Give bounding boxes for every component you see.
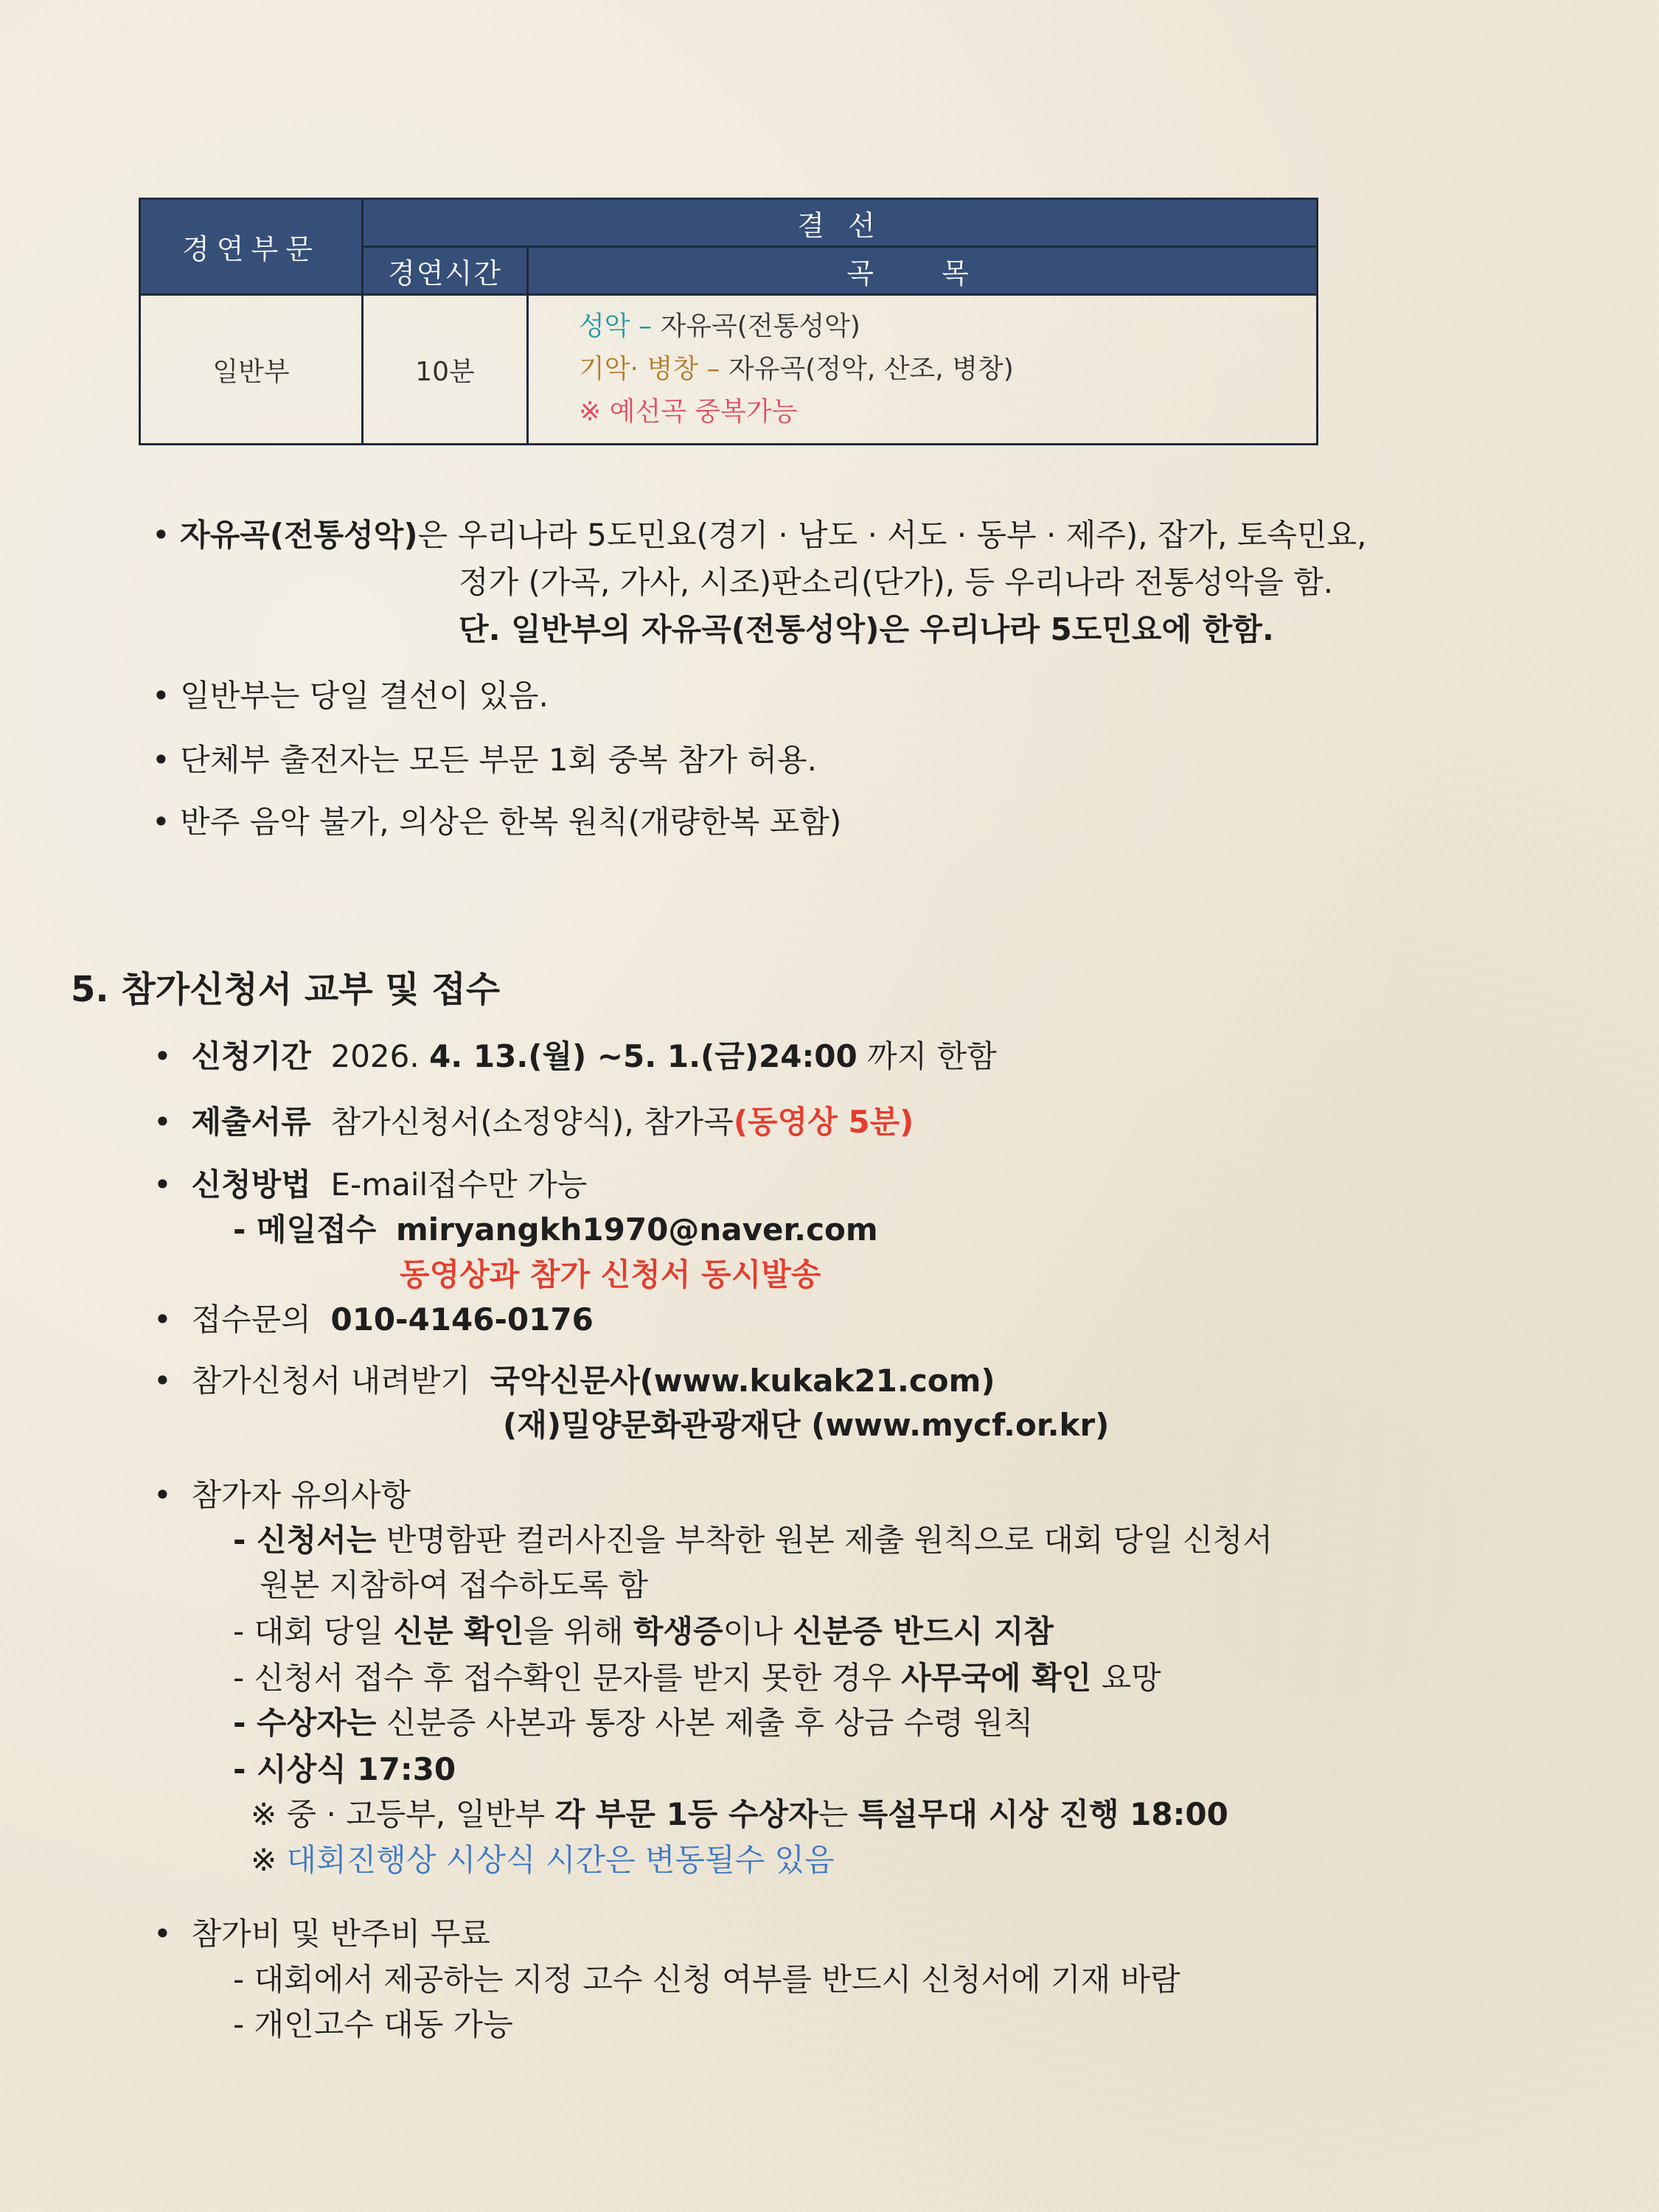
fee-item: • 참가비 및 반주비 무료 [153, 1916, 490, 1952]
caution-3 [233, 1654, 1161, 1698]
note-general-final-text: 일반부는 당일 결선이 있음. [180, 678, 549, 714]
caution-3-a: - 신청서 접수 후 접수확인 문자를 받지 못한 경우 [233, 1660, 902, 1696]
note-general-final: • 일반부는 당일 결선이 있음. [152, 678, 549, 714]
caution-2 [233, 1607, 1054, 1652]
vocal-label: 성악 [579, 311, 630, 341]
contact-item: • 접수문의 010-4146-0176 [153, 1301, 594, 1338]
vocal-sep: – [630, 311, 661, 341]
piece-line-vocal [579, 305, 1316, 348]
piece-line-note: ※ 예선곡 중복가능 [579, 397, 798, 427]
caution-4-bold: - 수상자는 [233, 1705, 377, 1741]
period-dates: 4. 13.(월) ~5. 1.(금)24:00 [429, 1038, 858, 1074]
period-year: 2026. [330, 1038, 430, 1074]
caution-2-d: 학생증 [633, 1613, 723, 1649]
caution-7 [251, 1836, 835, 1880]
header-division: 경연부문 [140, 199, 363, 295]
caution-4 [233, 1699, 1033, 1743]
note-free-song: • 자유곡(전통성악)은 우리나라 5도민요(경기 · 남도 · 서도 · 동부 · 제주), 잡가, 토속민요, [152, 517, 1367, 553]
note-free-song-bold: 자유곡(전통성악) [180, 517, 418, 553]
caution-7-text: 대회진행상 시상식 시간은 변동될수 있음 [286, 1842, 835, 1878]
note-costume: • 반주 음악 불가, 의상은 한복 원칙(개량한복 포함) [152, 804, 842, 840]
fee-2: - 개인고수 대동 가능 [233, 2006, 513, 2042]
instrument-label: 기악· 병창 [579, 354, 698, 384]
download-label: 참가신청서 내려받기 [191, 1363, 470, 1399]
docs-label: 제출서류 [191, 1104, 311, 1140]
caution-6-a: ※ 중 · 고등부, 일반부 [251, 1796, 555, 1832]
note-costume-text: 반주 음악 불가, 의상은 한복 원칙(개량한복 포함) [180, 804, 842, 840]
method-label: 신청방법 [191, 1166, 311, 1203]
instrument-text: 자유곡(정악, 산조, 병창) [728, 354, 1014, 384]
note-group-text: 단체부 출전자는 모든 부문 1회 중복 참가 허용. [180, 742, 817, 778]
download-item: • 참가신청서 내려받기 국악신문사(www.kukak21.com) [153, 1363, 995, 1399]
caution-6-c: 는 [818, 1796, 858, 1832]
caution-item: • 참가자 유의사항 [153, 1477, 411, 1513]
method-item: • 신청방법 E-mail접수만 가능 [153, 1166, 588, 1203]
piece-line-instrument [579, 348, 1316, 391]
caution-2-b: 신분 확인 [393, 1613, 524, 1649]
caution-label: 참가자 유의사항 [191, 1477, 411, 1513]
method-text: E-mail접수만 가능 [330, 1166, 588, 1203]
caution-5: - 시상식 17:30 [233, 1751, 456, 1787]
download-link-mycf[interactable]: (재)밀양문화관광재단 (www.mycf.or.kr) [503, 1407, 1110, 1443]
email-note: 동영상과 참가 신청서 동시발송 [400, 1256, 821, 1293]
cell-time: 10분 [363, 295, 528, 445]
caution-6-b: 각 부문 1등 수상자 [554, 1796, 818, 1832]
caution-1-rest: 반명함판 컬러사진을 부착한 원본 제출 원칙으로 대회 당일 신청서 [376, 1522, 1273, 1558]
period-suffix: 까지 한함 [857, 1038, 997, 1074]
caution-2-f: 신분증 반드시 지참 [793, 1613, 1054, 1649]
results-table [139, 198, 1318, 445]
section-title: 5. 참가신청서 교부 및 접수 [71, 969, 501, 1010]
period-label: 신청기간 [191, 1038, 311, 1074]
caution-1-line2: 원본 지참하여 접수하도록 함 [260, 1567, 648, 1603]
docs-text: 참가신청서(소정양식), 참가곡 [330, 1104, 734, 1140]
fee-1: - 대회에서 제공하는 지정 고수 신청 여부를 반드시 신청서에 기재 바람 [233, 1961, 1180, 1997]
instrument-sep: – [698, 354, 728, 384]
caution-2-a: - 대회 당일 [233, 1613, 394, 1649]
vocal-text: 자유곡(전통성악) [660, 311, 860, 341]
header-time: 경연시간 [363, 247, 528, 295]
caution-2-e: 이나 [723, 1613, 793, 1649]
contact-label: 접수문의 [191, 1301, 311, 1338]
caution-1 [233, 1516, 1273, 1560]
email-address[interactable]: miryangkh1970@naver.com [396, 1211, 878, 1248]
caution-4-rest: 신분증 사본과 통장 사본 제출 후 상금 수령 원칙 [376, 1705, 1034, 1741]
email-label: - 메일접수 [233, 1211, 377, 1248]
header-piece: 곡 목 [528, 247, 1318, 295]
caution-3-c: 요망 [1091, 1660, 1161, 1696]
caution-7-mark: ※ [251, 1842, 287, 1878]
cell-division: 일반부 [140, 295, 363, 445]
email-line [233, 1206, 878, 1250]
download-link-kukak[interactable]: 국악신문사(www.kukak21.com) [490, 1363, 995, 1399]
docs-item: • 제출서류 참가신청서(소정양식), 참가곡(동영상 5분) [153, 1104, 914, 1140]
note-free-song-rest: 은 우리나라 5도민요(경기 · 남도 · 서도 · 동부 · 제주), 잡가, 토속민요, [417, 517, 1367, 553]
contact-phone: 010-4146-0176 [330, 1301, 594, 1338]
caution-3-b: 사무국에 확인 [901, 1660, 1092, 1696]
caution-6-d: 특설무대 시상 진행 18:00 [858, 1796, 1228, 1832]
caution-6 [251, 1790, 1228, 1834]
cell-pieces [528, 295, 1318, 445]
caution-1-bold: - 신청서는 [233, 1522, 377, 1558]
docs-video: (동영상 5분) [733, 1104, 914, 1140]
note-free-song-line2: 정가 (가곡, 가사, 시조)판소리(단가), 등 우리나라 전통성악을 함. [459, 564, 1334, 600]
header-final: 결 선 [363, 199, 1318, 247]
note-group: • 단체부 출전자는 모든 부문 1회 중복 참가 허용. [152, 742, 817, 778]
period-item: • 신청기간 2026. 4. 13.(월) ~5. 1.(금)24:00 까지 한함 [153, 1038, 997, 1074]
note-free-song-line3: 단. 일반부의 자유곡(전통성악)은 우리나라 5도민요에 한함. [459, 611, 1274, 647]
caution-2-c: 을 위해 [524, 1613, 633, 1649]
fee-label: 참가비 및 반주비 무료 [191, 1916, 490, 1952]
